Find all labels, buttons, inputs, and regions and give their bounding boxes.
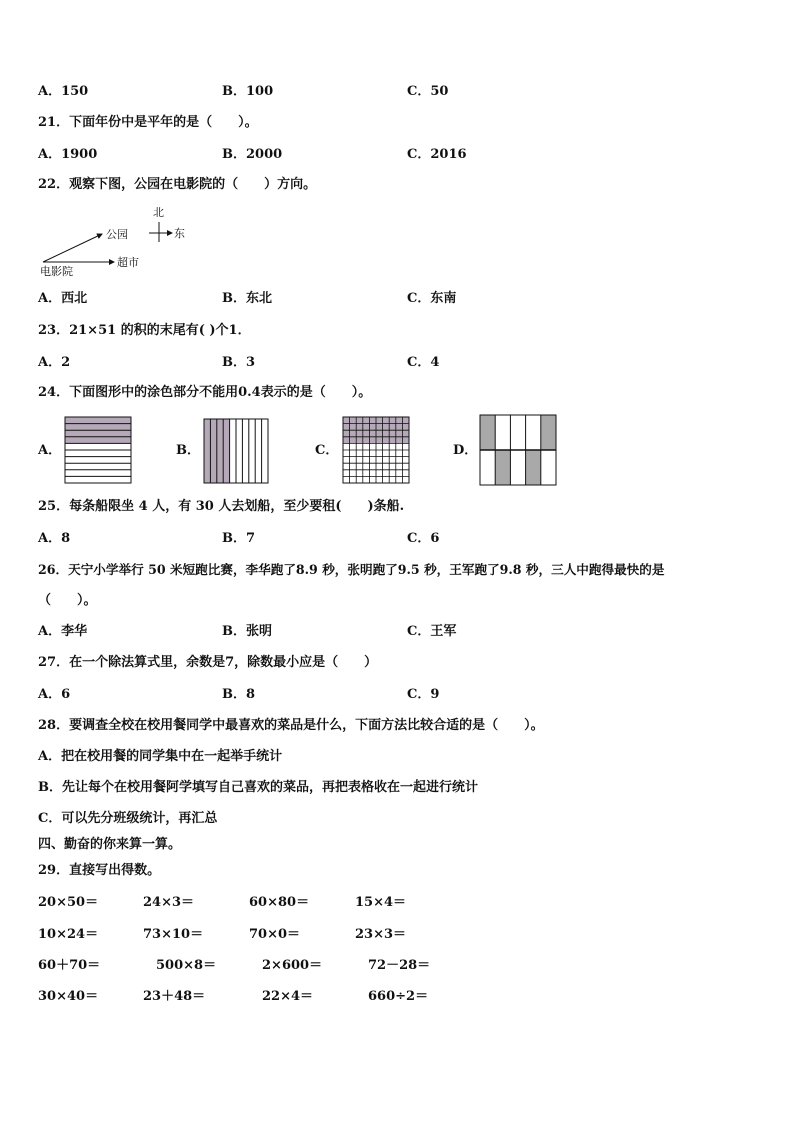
q24-option-d: D． — [453, 443, 478, 458]
q27-option-b: B．8 — [222, 687, 256, 702]
compass-east-label: 东 — [174, 227, 185, 240]
q23-option-c: C．4 — [407, 355, 440, 370]
q22-question: 22．观察下图，公园在电影院的（ ）方向。 — [38, 177, 317, 192]
q24-option-a: A． — [38, 443, 62, 458]
calc-item: 60×80＝ — [249, 895, 310, 910]
q21-option-b: B．2000 — [222, 147, 283, 162]
q25-question: 25．每条船限坐 4 人，有 30 人去划船，至少要租( )条船. — [38, 499, 405, 514]
calc-item: 660÷2＝ — [368, 989, 429, 1004]
calc-item: 15×4＝ — [355, 895, 407, 910]
q24-option-b: B． — [176, 443, 200, 458]
q21-option-a: A．1900 — [38, 147, 98, 162]
calc-item: 20×50＝ — [38, 895, 99, 910]
calc-item: 24×3＝ — [143, 895, 195, 910]
q27-question: 27．在一个除法算式里，余数是7，除数最小应是（ ） — [38, 655, 378, 670]
q28-option-b: B．先让每个在校用餐阿学填写自己喜欢的菜品，再把表格收在一起进行统计 — [38, 780, 478, 795]
calc-item: 73×10＝ — [143, 927, 204, 942]
q20-option-a: A．150 — [38, 84, 89, 99]
q24-figure-d — [479, 414, 557, 486]
shaded-cell — [480, 415, 495, 450]
q23-option-a: A．2 — [38, 355, 71, 370]
calc-item: 23×3＝ — [355, 927, 407, 942]
cinema-label: 电影院 — [40, 265, 73, 278]
calc-item: 30×40＝ — [38, 989, 99, 1004]
shaded-cell — [541, 415, 556, 450]
q27-option-a: A．6 — [38, 687, 71, 702]
q24-question: 24．下面图形中的涂色部分不能用0.4表示的是（ ）。 — [38, 385, 372, 400]
shaded-cell — [495, 450, 510, 485]
q24-figure-c — [342, 416, 410, 484]
q21-option-c: C．2016 — [407, 147, 467, 162]
q25-option-a: A．8 — [38, 531, 71, 546]
q21-question: 21．下面年份中是平年的是（ ）。 — [38, 115, 258, 130]
calc-item: 70×0＝ — [249, 927, 301, 942]
q23-question: 23．21×51 的积的末尾有( )个1． — [38, 323, 251, 338]
q22-option-a: A．西北 — [38, 291, 88, 306]
q28-option-c: C．可以先分班级统计，再汇总 — [38, 811, 218, 826]
q29-question: 29．直接写出得数。 — [38, 863, 161, 878]
q20-option-c: C．50 — [407, 84, 449, 99]
q26-option-c: C．王军 — [407, 624, 457, 639]
q20-option-b: B．100 — [222, 84, 274, 99]
q28-question: 28．要调查全校在校用餐同学中最喜欢的菜品是什么，下面方法比较合适的是（ ）。 — [38, 718, 544, 733]
calc-item: 2×600＝ — [262, 958, 323, 973]
cinema-to-park-arrow — [43, 234, 102, 262]
q24-option-c: C． — [315, 443, 339, 458]
q23-option-b: B．3 — [222, 355, 256, 370]
calc-item: 23＋48＝ — [143, 989, 206, 1004]
calc-item: 72－28＝ — [368, 958, 431, 973]
q26-option-a: A．李华 — [38, 624, 88, 639]
calc-item: 22×4＝ — [262, 989, 314, 1004]
compass-north-label: 北 — [153, 206, 164, 219]
q26-question: 26．天宁小学举行 50 米短跑比赛，李华跑了8.9 秒，张明跑了9.5 秒，王军跑了9.8 秒，三人中跑得最快的是 — [38, 562, 665, 577]
calc-item: 500×8＝ — [156, 958, 217, 973]
q25-option-c: C．6 — [407, 531, 440, 546]
shaded-cell — [526, 450, 541, 485]
q26-question-cont: （ ）。 — [38, 593, 97, 608]
q24-figure-a — [64, 416, 132, 484]
q27-option-c: C．9 — [407, 687, 440, 702]
section-4-heading: 四、勤奋的你来算一算。 — [38, 837, 182, 852]
q28-option-a: A．把在校用餐的同学集中在一起举手统计 — [38, 749, 283, 764]
market-label: 超市 — [117, 256, 139, 269]
q24-figure-b — [203, 418, 271, 486]
calc-item: 10×24＝ — [38, 927, 99, 942]
q22-option-c: C．东南 — [407, 291, 457, 306]
park-label: 公园 — [106, 228, 128, 241]
calc-item: 60＋70＝ — [38, 958, 101, 973]
q25-option-b: B．7 — [222, 531, 256, 546]
q26-option-b: B．张明 — [222, 624, 272, 639]
q22-option-b: B．东北 — [222, 291, 272, 306]
